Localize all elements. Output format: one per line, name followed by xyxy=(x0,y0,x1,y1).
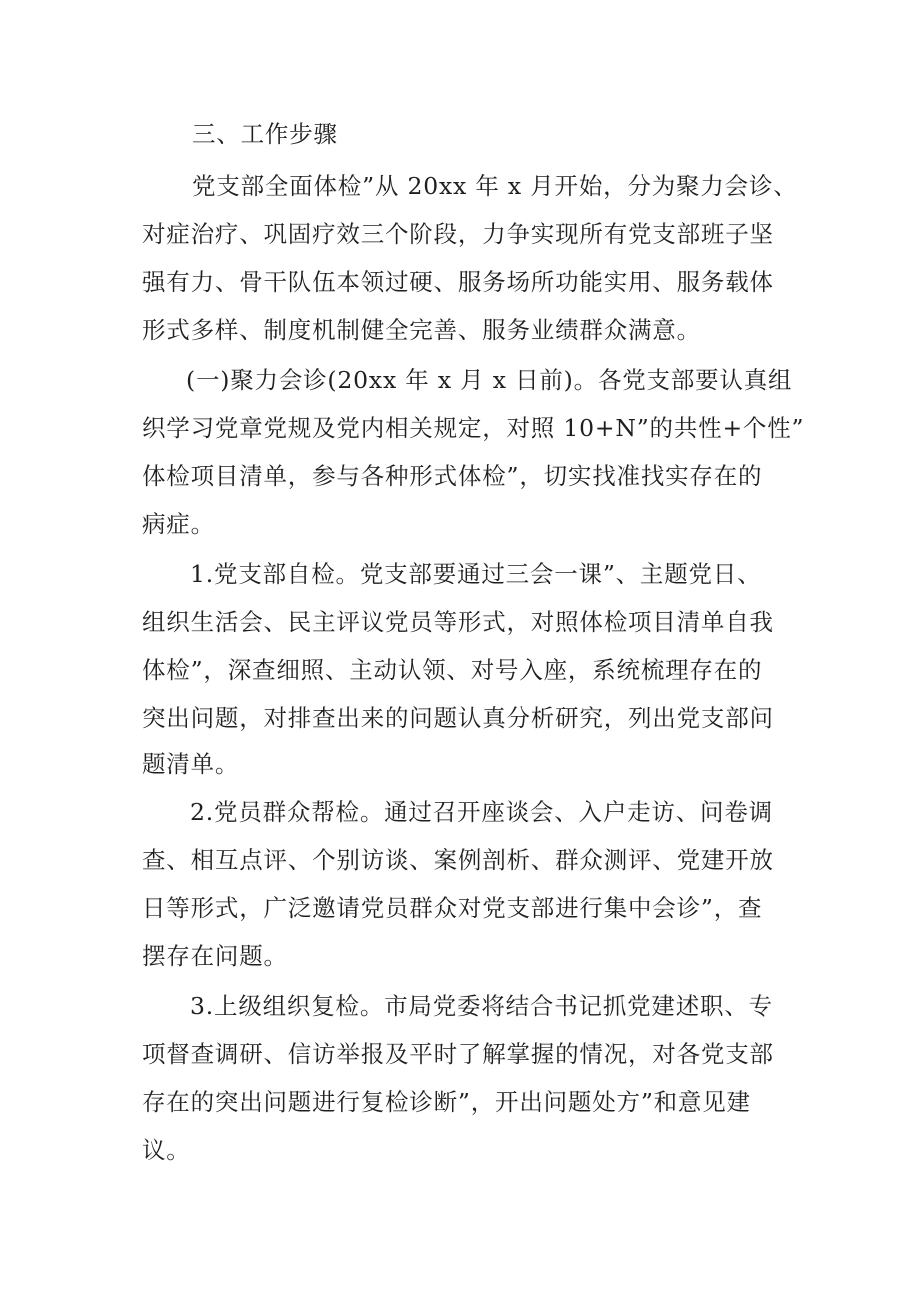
paragraph-line: 体检项目清单，参与各种形式体检”，切实找准找实存在的 xyxy=(142,462,763,490)
paragraph-line: 摆存在问题。 xyxy=(142,942,288,970)
paragraph-line: 病症。 xyxy=(142,510,215,538)
paragraph-line: 形式多样、制度机制健全完善、服务业绩群众满意。 xyxy=(142,316,701,344)
paragraph-line: 织学习党章党规及党内相关规定，对照 10+N”的共性+个性” xyxy=(142,414,805,442)
paragraph-line: 强有力、骨干队伍本领过硬、服务场所功能实用、服务载体 xyxy=(142,268,774,296)
paragraph-line: 3.上级组织复检。市局党委将结合书记抓党建述职、专 xyxy=(190,992,773,1020)
paragraph-line: 党支部全面体检”从 20xx 年 x 月开始，分为聚力会诊、 xyxy=(192,172,798,200)
paragraph-line: 存在的突出问题进行复检诊断”，开出问题处方”和意见建 xyxy=(142,1088,751,1116)
paragraph-line: 组织生活会、民主评议党员等形式，对照体检项目清单自我 xyxy=(142,608,774,636)
paragraph-line: 查、相互点评、个别访谈、案例剖析、群众测评、党建开放 xyxy=(142,846,774,874)
paragraph-line: (一)聚力会诊(20xx 年 x 月 x 日前)。各党支部要认真组 xyxy=(186,366,793,394)
paragraph-line: 突出问题，对排查出来的问题认真分析研究，列出党支部问 xyxy=(142,704,774,732)
paragraph-line: 题清单。 xyxy=(142,750,240,778)
paragraph-line: 对症治疗、巩固疗效三个阶段，力争实现所有党支部班子坚 xyxy=(142,220,774,248)
paragraph-line: 体检”，深查细照、主动认领、对号入座，系统梳理存在的 xyxy=(142,656,763,684)
paragraph-line: 议。 xyxy=(142,1136,191,1164)
section-heading: 三、工作步骤 xyxy=(192,120,338,148)
paragraph-line: 项督查调研、信访举报及平时了解掌握的情况，对各党支部 xyxy=(142,1040,774,1068)
paragraph-line: 2.党员群众帮检。通过召开座谈会、入户走访、问卷调 xyxy=(190,798,773,826)
paragraph-line: 日等形式，广泛邀请党员群众对党支部进行集中会诊”，查 xyxy=(142,894,763,922)
paragraph-line: 1.党支部自检。党支部要通过三会一课”、主题党日、 xyxy=(190,560,762,588)
